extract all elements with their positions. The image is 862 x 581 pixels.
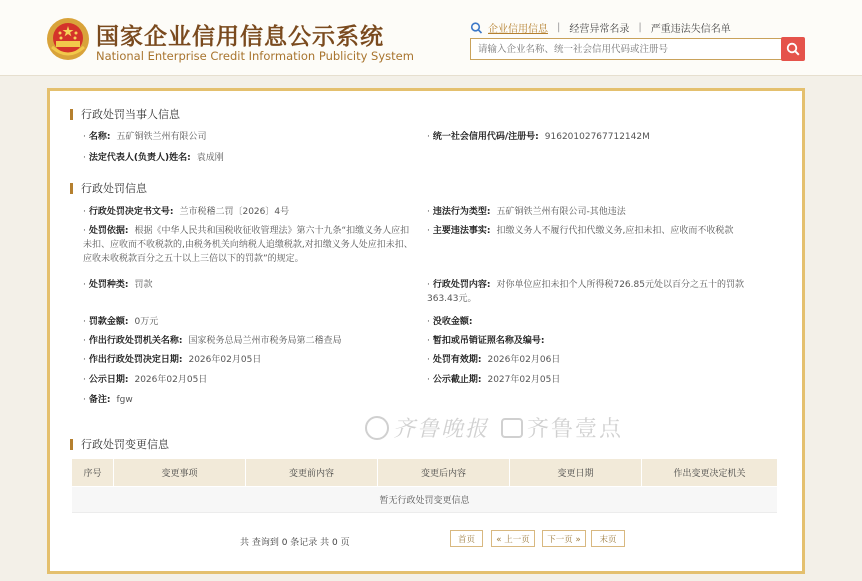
publicity-end-value: 2027年02月05日 [487,375,561,385]
violation-type-field: · 违法行为类型: 五矿铜铁兰州有限公司-其他违法 [427,207,626,217]
authority-value: 国家税务总局兰州市税务局第二稽查局 [188,336,342,346]
legal-rep-label: 法定代表人(负责人)姓名: [88,153,191,163]
col-header-index: 序号 [72,459,114,486]
penalty-section-title [70,180,147,196]
fine-amount-label: 罚款金额: [88,317,129,327]
party-name-label: 名称: [88,132,111,142]
site-subtitle: National Enterprise Credit Information Publicity System [96,49,414,63]
col-header-authority: 作出变更决定机关 [673,469,746,479]
party-section-title [70,106,180,122]
nav-enterprise-credit[interactable]: 企业信用信息 [488,24,548,35]
site-title: 国家企业信用信息公示系统 [96,24,384,50]
watermark-text-1: 齐鲁晚报 [393,417,490,442]
decision-date-field: · 作出行政处罚决定日期: 2026年02月05日 [83,355,262,365]
search-input[interactable] [470,38,782,60]
fine-amount-field: · 罚款金额: 0万元 [83,317,159,327]
party-section-title-text: 行政处罚当事人信息 [81,108,180,121]
site-header [0,0,862,76]
violation-type-value: 五矿铜铁兰州有限公司-其他违法 [496,207,626,217]
nav-separator: | [557,22,561,33]
change-table-header [72,459,777,486]
violation-type-label: 违法行为类型: [432,207,491,217]
decision-no-label: 行政处罚决定书文号: [88,207,174,217]
prev-page-button[interactable]: « 上一页 [491,530,535,547]
remark-value: fgw [116,395,133,405]
decision-date-value: 2026年02月05日 [188,355,262,365]
suspension-field: · 暂扣或吊销证照名称及编号: [427,336,545,346]
decision-no-value: 兰市税稽二罚〔2026〕4号 [179,207,290,217]
penalty-type-field: · 处罚种类: 罚款 [83,280,153,290]
suspension-label: 暂扣或吊销证照名称及编号: [432,336,545,346]
first-page-button[interactable]: 首页 [450,530,483,547]
publicity-date-label: 公示日期: [88,375,129,385]
main-facts-field: · 主要违法事实: 扣缴义务人不履行代扣代缴义务,应扣未扣、应收而不收税款 [427,226,734,236]
authority-field: · 作出行政处罚机关名称: 国家税务总局兰州市税务局第二稽查局 [83,336,342,346]
watermark-text-2: 齐鲁壹点 [527,417,624,442]
section-bar [70,439,73,450]
confiscation-field: · 没收金额: [427,317,473,327]
legal-rep-value: 袁成刚 [196,153,224,163]
section-bar [70,109,73,120]
remark-field: · 备注: fgw [83,395,133,405]
col-header-date: 变更日期 [510,459,642,486]
section-bar [70,183,73,194]
nav-serious-violation-list[interactable]: 严重违法失信名单 [650,24,731,35]
penalty-content-value: 对你单位应扣未扣个人所得税726.85元处以百分之五十的罚款363.43元。 [427,280,744,304]
watermark-logo-icon [365,416,389,440]
remark-label: 备注: [88,395,111,405]
search-small-icon [470,22,484,34]
credit-code-label: 统一社会信用代码/注册号: [432,132,539,142]
penalty-content-label: 行政处罚内容: [432,280,491,290]
search-icon [786,42,800,56]
validity-label: 处罚有效期: [432,355,482,365]
credit-code-field: · 统一社会信用代码/注册号: 91620102767712142M [427,132,650,142]
main-facts-value: 扣缴义务人不履行代扣代缴义务,应扣未扣、应收而不收税款 [496,226,734,236]
legal-rep-field: · 法定代表人(负责人)姓名: 袁成刚 [83,153,224,163]
validity-field: · 处罚有效期: 2026年02月06日 [427,355,561,365]
validity-value: 2026年02月06日 [487,355,561,365]
top-nav [470,20,731,35]
search-button[interactable] [781,37,805,61]
credit-code-value: 91620102767712142M [544,132,650,142]
publicity-date-field: · 公示日期: 2026年02月05日 [83,375,208,385]
party-name-field: · 名称: 五矿铜铁兰州有限公司 [83,132,207,142]
next-page-button[interactable]: 下一页 » [542,530,586,547]
change-table-empty-row: 暂无行政处罚变更信息 [72,487,777,513]
penalty-type-label: 处罚种类: [88,280,129,290]
last-page-button[interactable]: 末页 [591,530,625,547]
watermark-box-icon [501,418,523,438]
watermark [365,412,623,443]
decision-no-field: · 行政处罚决定书文号: 兰市税稽二罚〔2026〕4号 [83,207,290,217]
nav-separator: | [638,22,642,33]
col-header-before: 变更前内容 [246,459,378,486]
main-facts-label: 主要违法事实: [432,226,491,236]
col-header-after: 变更后内容 [378,459,510,486]
confiscation-label: 没收金额: [432,317,473,327]
fine-amount-value: 0万元 [134,317,159,327]
detail-panel [47,88,805,574]
penalty-type-value: 罚款 [134,280,153,290]
national-emblem-icon [46,17,90,61]
publicity-date-value: 2026年02月05日 [134,375,208,385]
change-section-title-text: 行政处罚变更信息 [81,438,169,451]
publicity-end-label: 公示截止期: [432,375,482,385]
col-header-item: 变更事项 [114,459,246,486]
basis-value: 根据《中华人民共和国税收征收管理法》第六十九条“扣缴义务人应扣未扣、应收而不收税款的,由税务机关向纳税人追缴税款,对扣缴义务人处应扣未扣、应收未收税款百分之五十以上三倍以下的罚款”的规定。 [83,226,413,264]
publicity-end-field: · 公示截止期: 2027年02月05日 [427,375,561,385]
pagination-summary: 共 查询到 0 条记录 共 0 页 [240,538,350,548]
nav-abnormal-list[interactable]: 经营异常名录 [569,24,630,35]
basis-label: 处罚依据: [88,226,129,236]
change-section-title [70,436,169,452]
penalty-section-title-text: 行政处罚信息 [81,182,147,195]
authority-label: 作出行政处罚机关名称: [88,336,183,346]
decision-date-label: 作出行政处罚决定日期: [88,355,183,365]
basis-field: · 处罚依据: 根据《中华人民共和国税收征收管理法》第六十九条“扣缴义务人应扣未扣、应收而不收税款的,由税务机关向纳税人追缴税款,对扣缴义务人处应扣未扣、应收未收税款百分之五十以上三倍以下的罚款”的规定。 [83,226,413,264]
penalty-content-field: · 行政处罚内容: 对你单位应扣未扣个人所得税726.85元处以百分之五十的罚款363.43元。 [427,280,744,304]
party-name-value: 五矿铜铁兰州有限公司 [116,132,207,142]
